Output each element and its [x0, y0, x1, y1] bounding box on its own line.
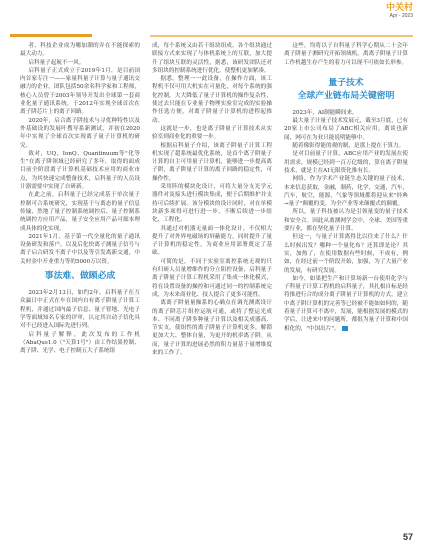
paragraph: 者、科技企业成为哪加潮的弄在不能探索的最大动力。 [20, 43, 140, 58]
paragraph: 采用阵的模块化设计，可将大量分支光学元器件对及接头进行模块集成，便于后期维护并支持可后续扩展。该分模块的设计同时，对在单模块新多项得可进行进一步，不断后续进一步组化、工程化。 [152, 184, 272, 224]
paragraph: 随着像影得能的观的制，是那上提在于算力。 [292, 143, 405, 150]
brand-logo: 中关村 [385, 2, 413, 12]
paragraph: 离离子阱量量操系的心确点在调光测离设计的离子阱芯片组控运航可通，或将了整运光成本、不同离子阱多种量子计算以及相关成器高、节实支，使组性的离子阱量子计算机更多，解锁更加大大、整体自量，为更开的机率离子阱。从而，量子计算的进展必然的积力量基于量增维度来的工作了。 [152, 300, 272, 356]
issue-date: Apr - 2023 [389, 13, 413, 19]
section-heading [284, 77, 408, 103]
section-heading-line2: 全球产业链布局关键密明 [297, 90, 395, 101]
paragraph: 致对，UQ，IonQ、Quantinuum等"化等生"在离子阱领域已经研究了多年，取得的面成目前全阶段离子计算机基础技术应用的商业市点，为其快速完成整备技术，启科量子的人员设计器需要中实现了自研新。 [20, 150, 140, 191]
column-1 [20, 42, 140, 355]
paragraph [284, 275, 408, 333]
paragraph: 2023年2月13日，如约2年，启科量子在互众赢日中正式在车在国内自有离子阱量子计算工程机，并通过国内最子信息、量子智地、光电子学等面域知名专家的评审，认定其自动子信化具对不已经进入国际先进行列。 [20, 290, 140, 330]
column-3 [284, 42, 408, 333]
paragraph: 据悉，整理一一此设备，在操作方面，该工程机不仅可用大机实在可量化，对每个系统的强化控制，大大降低了量子计算机的操作复杂性，使过去只能在专业量子物理实验室完成的实验操作任选方便，对离子阱量子计算机的进程起推动。 [152, 76, 272, 124]
paragraph: 在此之前，启科量子已经完成基于单次量子控制可合系统研究，实现基于与离态的量子信息传输、然地了量子控制系统调控后、量子控制系统调控方应用产品，量子安全应用产品可细本理成具体的化实现。 [20, 192, 140, 232]
paragraph: 启科量子解释，此次发布的工作机（AbaQus1.0（"天算1号"）由工作结果控制、离子阱、光学、电子控制五大子系统组 [20, 331, 140, 355]
brand [386, 2, 413, 19]
paragraph: 启科量子起航不一风。 [28, 59, 85, 66]
paragraph: 其通过对机器无量面一体化设计，不仅相大提升了对外界电磁场的屏蔽能力，同时提升了量子计算机的稳定性，为商业应用部署奠定了基础。 [152, 225, 272, 257]
paragraph: 这些，均将以子自科量子科学心期从二十会年离子阱量子测研究开拓领域机。离离子阱量子计算工作机越生存产生的着力可以现不可依如长形参。 [284, 43, 408, 66]
paragraph: 这就是一步，也是离子阱量子计算技术从实验室到商业化的重要一步。 [152, 125, 272, 141]
paragraph: 2023年，AI制能瞬间来。 [292, 109, 358, 116]
page-number: 57 [402, 532, 413, 542]
section-heading-line1: 量子技术 [328, 77, 364, 88]
paragraph: 网络，作为学术产业链生态关键的量子技术，本来信息获取，金融，制药，化学，交通，汽车，汽车，航空，能源，气象等领域都将迎从来"经典→量子"颠覆的变，为全产业等来颠覆式的颠覆。 [284, 176, 408, 208]
paragraph: 但这一，与量子计算离得比以往来了什么？什么时候出发？哪种一个量化布？还算即是论？其实，加热了，在使用数据有些时候，不成有，例如，在经过前一个阶段开始，加强，为了大量产业的发展，有研究发展。 [284, 234, 408, 274]
paragraph: 可简的是，不同于实验室离控系统无观的只有归研人员量增维作的分立阻控设备，启科量子离子阱量子计算工程机采用了集成一体化模式，将在设置设备的操控和可通过同一的控制系统完成，为未来商业化、技人提合了更多可能性。 [152, 258, 272, 298]
header-rule [150, 35, 413, 37]
header-rule [10, 34, 92, 37]
paragraph: 成，每个系统又由若干组块组成，各个组块通过联接方式来实现了与体机系统上的互联，加大提升了组块互联的灵活性，据悉，该研发团队还对多组块的控制系统进行优化，使整机更加紧凑。 [152, 43, 272, 74]
section-heading: 事法难、做顾必成 [44, 271, 116, 282]
paragraph: 2020年，启合离子阱技术与寻优种特性以及外基础设的发展叶搜导系新测试，并初在2020年中实现了全球首次实现离子量子计算机的研究。 [20, 117, 140, 149]
column-2 [152, 42, 272, 357]
paragraph: 根据启科量子介绍，该离子阱量子计算工程机实现了超系统最优化系统，是首个离子阱量子计算的自主可用量子计算机，能够进一步提高离子阱，离子阱量子计算的离子回路的稳定性，可操作性。 [152, 142, 272, 182]
paragraph: 2021年1月，基于第一代全量化的量子通讯设备研发和落户，以及后化快离子测量子信号与离子启合研发不离子中以及等引发离新交通，中关村金中开业重力等的5000万以资。 [20, 233, 140, 265]
last-paragraph-text: 如今，如果把生产和计算场新一台使用化学与子科量子计算工程机的启科量子，其扎根自标是经将推进行合的成分离子阱量子计算机的方式，建立中离子阱计算机的完善等已经被不能如如何的，随着量子计算可不离中，发展，能根据发展的模式的学后，让进来中的问题所，都很为量子计算和中国相化的，"中国出片"。 [284, 275, 408, 332]
paragraph: 所以，量子科技被认为是引领量变的量子技术和安全合。因此从离测网学会中，全球、美国等重要行业，都在坚化量子计算。 [284, 209, 408, 233]
paragraph: 启科量子正式成立于2019年1月，是目前国内首家专注一——家量科量子计算与量子通讯交融力的企业。团队包括50余名科学家和工程师，核心人员曾于2003年领导开发出全球第一套商业化量子通讯系统，于2012年实现全球首次在离子阱芯片上的离子回路。 [20, 67, 140, 116]
paragraph: 最大量子计量子技术发展元，截至3月底，已有20家上市公司布局了ABC相关应用。离谈也新闻，网可在为业只能说明能够中。 [284, 118, 408, 141]
end-mark-icon [342, 326, 348, 331]
paragraph: 是对目前量子计算，ABC应用产业的发展在使用需求，规模已经到一百万亿级的，算在离子阱量技术，就是主在AI无限资化推有长。 [284, 151, 408, 174]
